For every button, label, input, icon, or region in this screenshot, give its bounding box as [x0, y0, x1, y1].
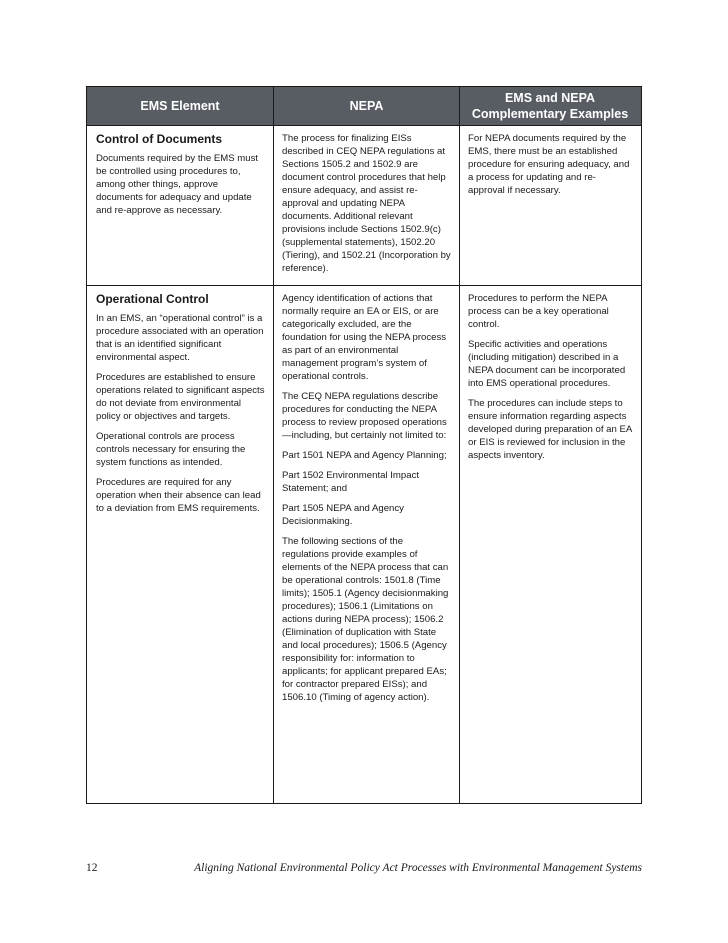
nepa-text: Agency identification of actions that normally require an EA or EIS, or are categorically excluded, are the foundation for using the NEPA process as part of an environmental management program’s system of operational controls. [282, 293, 447, 382]
table-header-row [87, 87, 641, 126]
cell-ems-element [87, 126, 273, 285]
nepa-text: The following sections of the regulations provide examples of elements of the NEPA process that can be operational controls: 1501.8 (Time limits); 1505.1 (Agency decisionmaking procedures); 1506.1 (Limitations on actions during NEPA process); 1506.2 (Elimination of duplication with State and local procedures); 1506.5 (Agency responsibility for: information to applicants; for applicant prepared EAs; for contractor prepared EISs); and 1506.10 (Timing of agency action). [282, 536, 449, 703]
element-title: Control of Documents [96, 132, 222, 146]
nepa-text: Part 1501 NEPA and Agency Planning; [282, 450, 447, 461]
cell-nepa [273, 286, 459, 803]
element-title: Operational Control [96, 292, 209, 306]
cell-examples [459, 286, 640, 803]
element-text: Procedures are established to ensure operations related to significant aspects do not deviate from environmental policy or objectives and targets. [96, 372, 265, 422]
nepa-text: Part 1502 Environmental Impact Statement; and [282, 470, 420, 494]
header-complementary-examples: EMS and NEPA Complementary Examples [459, 87, 640, 125]
nepa-text: Part 1505 NEPA and Agency Decisionmaking. [282, 503, 404, 527]
cell-nepa [273, 126, 459, 285]
element-text: Procedures are required for any operation when their absence can lead to a deviation from EMS requirements. [96, 477, 261, 514]
element-text: In an EMS, an “operational control” is a procedure associated with an operation that is an identified significant environmental aspect. [96, 313, 264, 363]
cell-ems-element [87, 286, 273, 803]
examples-text: Procedures to perform the NEPA process can be a key operational control. [468, 293, 609, 330]
element-text: Operational controls are process controls necessary for ensuring the system functions as intended. [96, 431, 246, 468]
footer-title: Aligning National Environmental Policy Act Processes with Environmental Management Systems [194, 862, 642, 874]
nepa-text: The CEQ NEPA regulations describe procedures for conducting the NEPA process to review proposed operations—including, but certainly not limited to: [282, 391, 447, 441]
element-text: Documents required by the EMS must be controlled using procedures to, among other things, approve documents for adequacy and update and re-approve as necessary. [96, 153, 259, 216]
header-ems-element: EMS Element [140, 99, 220, 113]
page-number: 12 [86, 862, 98, 874]
comparison-table [86, 86, 642, 804]
cell-examples [459, 126, 640, 285]
nepa-text: The process for finalizing EISs described in CEQ NEPA regulations at Sections 1505.2 and 1502.9 are document control procedures that help ensure adequacy, and assist re-approval and updating NEPA documents. Additional relevant provisions include Sections 1502.9(c) (supplemental statements), 1502.20 (Tiering), and 1502.21 (Incorporation by reference). [282, 133, 451, 274]
examples-text: The procedures can include steps to ensure information regarding aspects developed during preparation of an EA or EIS is reviewed for inclusion in the aspects inventory. [468, 398, 632, 461]
examples-text: Specific activities and operations (including mitigation) described in a NEPA document can be incorporated into EMS operational procedures. [468, 339, 626, 389]
table-row-operational-control [87, 286, 641, 803]
header-nepa: NEPA [273, 87, 459, 125]
page-footer [86, 862, 642, 880]
examples-text: For NEPA documents required by the EMS, there must be an established procedure for ensuring adequacy, and a process for updating and re-approval if necessary. [468, 133, 630, 196]
table-row-control-of-documents [87, 126, 641, 286]
